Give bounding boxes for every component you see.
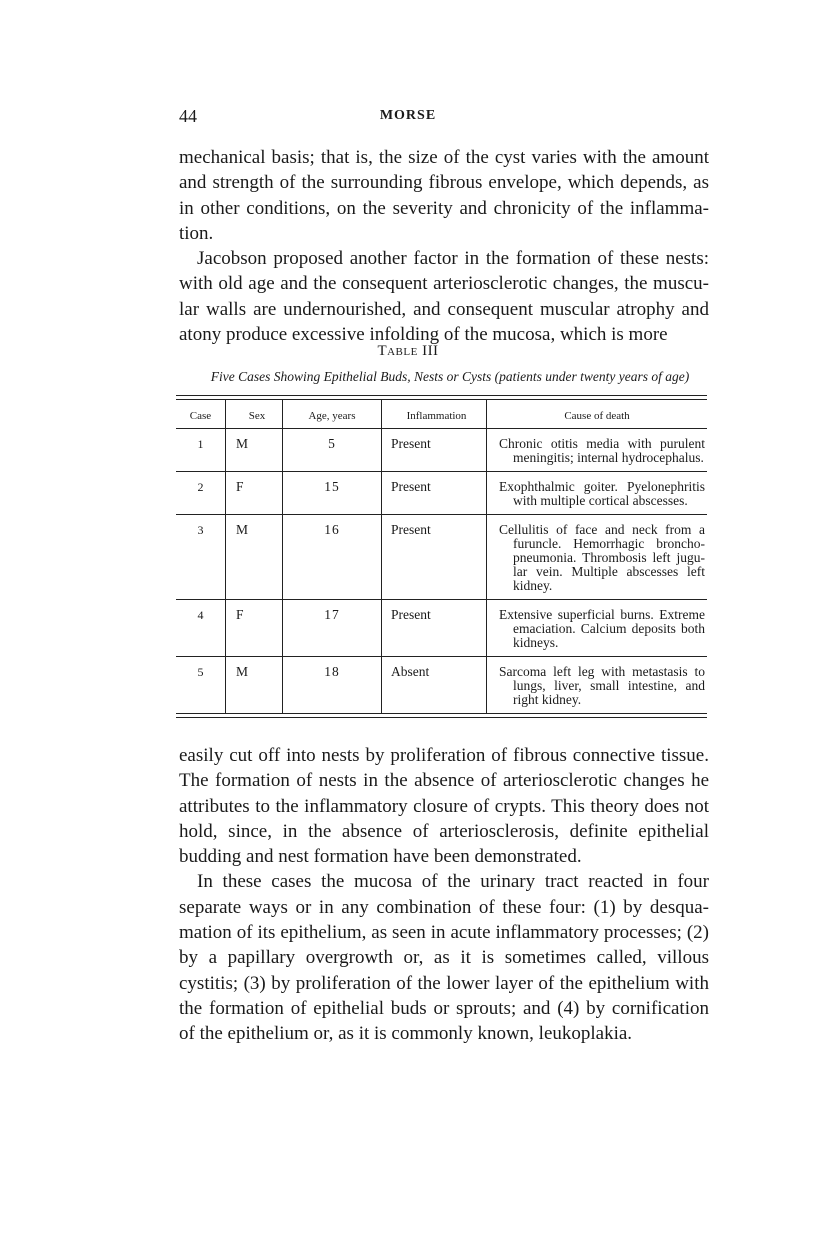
paragraph: mechanical basis; that is, the size of the cyst varies with the amount and strength of the surrounding fibrous envelope, which depends, as in other conditions, on the severity and chronicity of the inflammation. [179, 147, 709, 244]
body-text-top [179, 145, 709, 347]
cell-sex: M [226, 515, 283, 600]
cell-cause: Chronic otitis media with purulent meningitis; internal hydrocephalus. [487, 429, 708, 472]
cell-inflammation: Absent [382, 657, 487, 714]
table-header-row [176, 400, 707, 429]
cell-inflammation: Present [382, 429, 487, 472]
header-cause: Cause of death [487, 400, 708, 429]
cell-sex: F [226, 472, 283, 515]
cell-inflammation: Present [382, 515, 487, 600]
cell-inflammation: Present [382, 472, 487, 515]
cell-cause: Exophthalmic goiter. Pyelonephritis with multiple cortical abscesses. [487, 472, 708, 515]
table-grid [176, 400, 707, 713]
table-bottom-rule [176, 713, 707, 718]
table-row [176, 515, 707, 600]
body-text-bottom [179, 743, 709, 1047]
cell-case: 3 [176, 515, 226, 600]
cell-case: 2 [176, 472, 226, 515]
cell-cause: Sarcoma left leg with metastasis to lungs, liver, small intestine, and right kidney. [487, 657, 708, 714]
table-caption-paren: (patients under twenty years of age) [494, 369, 690, 384]
cell-age: 18 [283, 657, 382, 714]
page-number: 44 [179, 106, 197, 126]
table-row [176, 657, 707, 714]
paragraph: easily cut off into nests by proliferation of fibrous connective tissue. The formation of nests in the absence of arteriosclerotic changes he attributes to the inflammatory closure of crypts. This theory does not hold, since, in the absence of arteriosclerosis, definite epithelial budding and nest formation have been demonstrated. [179, 745, 709, 868]
cell-age: 15 [283, 472, 382, 515]
header-age: Age, years [283, 400, 382, 429]
paragraph: Jacobson proposed another factor in the formation of these nests: with old age and the consequent arteriosclerotic changes, the muscular walls are undernourished, and consequent muscular atrophy and atony produce excessive infolding of the mucosa, which is more [179, 248, 709, 346]
cell-sex: M [226, 657, 283, 714]
cell-inflammation: Present [382, 600, 487, 657]
table-row [176, 472, 707, 515]
data-table [176, 395, 707, 718]
cell-age: 16 [283, 515, 382, 600]
table-title: Table III [377, 343, 439, 359]
header-inflammation: Inflammation [382, 400, 487, 429]
table-caption [170, 369, 730, 385]
header-case: Case [176, 400, 226, 429]
cell-age: 17 [283, 600, 382, 657]
cell-cause: Extensive superficial burns. Extreme emaciation. Calcium deposits both kidneys. [487, 600, 708, 657]
table-caption-main: Five Cases Showing Epithelial Buds, Nests or Cysts [210, 369, 492, 384]
cell-case: 1 [176, 429, 226, 472]
paragraph: In these cases the mucosa of the urinary tract reacted in four separate ways or in any combination of these four: (1) by desquamation of its epithelium, as seen in acute inflammatory processes; (2) by a papillary overgrowth or, as it is sometimes called, villous cystitis; (3) by proliferation of the lower layer of the epithelium with the formation of epithelial buds or sprouts; and (4) by cornification of the epithelium or, as it is commonly known, leukoplakia. [179, 871, 709, 1045]
cell-cause: Cellulitis of face and neck from a furuncle. Hemorrhagic bronchopneumonia. Thrombosis left jugular vein. Multiple abscesses left kidney. [487, 515, 708, 600]
table-row [176, 600, 707, 657]
running-head: MORSE [379, 108, 437, 123]
cell-age: 5 [283, 429, 382, 472]
header-sex: Sex [226, 400, 283, 429]
cell-case: 5 [197, 665, 204, 679]
table-row [176, 429, 707, 472]
cell-sex: M [226, 429, 283, 472]
cell-sex: F [226, 600, 283, 657]
cell-case: 4 [176, 600, 226, 657]
